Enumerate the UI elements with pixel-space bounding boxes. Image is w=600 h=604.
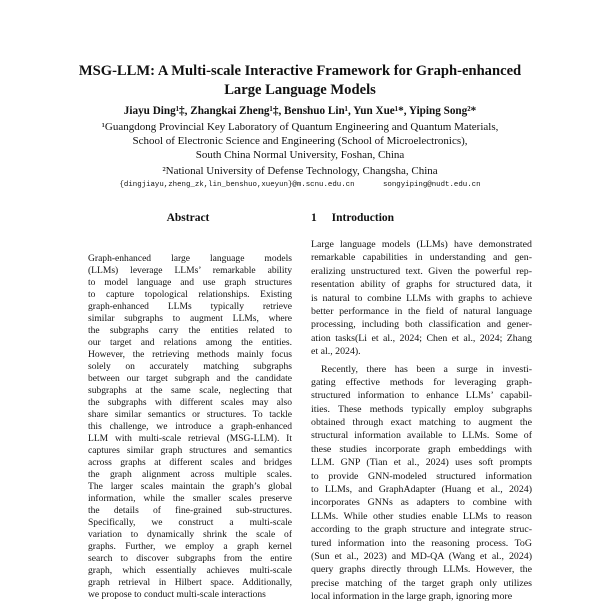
abstract-line: However, the retrieving methods mainly focus bbox=[88, 349, 292, 360]
affiliation-1 bbox=[40, 120, 560, 162]
abstract-line: (LLMs) leverage LLMs’ remarkable ability bbox=[88, 265, 292, 276]
abstract-line: the details of fine-grained sub-structures. bbox=[88, 505, 292, 516]
intro-line: precise matching of the target graph only utilizes bbox=[311, 577, 532, 589]
abstract-line: similar subgraphs to augment LLMs, where bbox=[88, 313, 292, 324]
abstract-line: graph, which essentially achieves multi-scale bbox=[88, 565, 292, 576]
intro-line: structural information available to LLMs. Some of bbox=[311, 430, 532, 442]
intro-line: ities. These methods typically employ subgraphs bbox=[311, 403, 532, 415]
abstract-line: the graph alignment across multiple scales. bbox=[88, 469, 292, 480]
abstract-line: the subgraphs with different scales may also bbox=[88, 397, 292, 408]
abstract-line: to model language and use graph structures bbox=[88, 277, 292, 288]
intro-line: (Sun et al., 2023) and MD-QA (Wang et al., 2024) bbox=[311, 550, 532, 562]
intro-line: incorporates GNNs as adapters to combine with bbox=[311, 497, 532, 509]
intro-line: resentation ability of graphs for structured data, it bbox=[311, 279, 532, 291]
abstract-line: subgraphs at the same scale, neglecting that bbox=[88, 385, 292, 396]
abstract-line: information, while the smaller scales preserve bbox=[88, 493, 292, 504]
intro-line: remarkable capabilities in understanding and gen- bbox=[311, 252, 532, 264]
introduction-body bbox=[311, 238, 532, 604]
abstract-heading: Abstract bbox=[166, 212, 210, 224]
affiliation-2: ²National University of Defense Technology, Changsha, China bbox=[162, 165, 438, 177]
abstract-line: share similar semantics or structures. To tackle bbox=[88, 409, 292, 420]
intro-line: eralizing unstructured text. Given the powerful rep- bbox=[311, 265, 532, 277]
intro-line: to LLMs, and GraphAdapter (Huang et al., 2024) bbox=[311, 484, 532, 496]
intro-line: tured information into the reasoning process. ToG bbox=[311, 537, 532, 549]
abstract-line: search to discover subgraphs from the entire bbox=[88, 553, 292, 564]
abstract-line: graphs. Further, we employ a graph kernel bbox=[88, 541, 292, 552]
email-group-2: songyiping@nudt.edu.cn bbox=[382, 181, 481, 189]
email-group-1: {dingjiayu,zheng_zk,lin_benshuo,xueyun}@m.scnu.edu.cn bbox=[119, 181, 355, 189]
affiliation-1-line: South China Normal University, Foshan, China bbox=[195, 149, 405, 161]
intro-line: LLMs. While other studies enable LLMs to reason bbox=[311, 510, 532, 522]
abstract-line: The larger scales maintain the graph’s global bbox=[88, 481, 292, 492]
abstract-line: we propose to conduct multi-scale interactions bbox=[88, 589, 266, 600]
intro-line: ation tasks(Li et al., 2024; Chen et al., 2024; Zhang bbox=[311, 332, 532, 344]
intro-line: local information in the large graph, ignoring more bbox=[311, 591, 513, 603]
section-number: 1 bbox=[311, 212, 317, 224]
section-title: Introduction bbox=[331, 212, 395, 224]
intro-line: processing, including both classification and gener- bbox=[311, 319, 532, 331]
intro-line: these studies incorporate graph embeddings with bbox=[311, 443, 532, 455]
abstract-line: between our target subgraph and the candidate bbox=[88, 373, 292, 384]
section-heading bbox=[311, 212, 394, 224]
paper-title bbox=[40, 62, 560, 100]
title-line-2: Large Language Models bbox=[224, 82, 376, 98]
abstract-line: variation to dynamically shrink the scale of bbox=[88, 529, 292, 540]
intro-line: query graphs directly through LLMs. However, the bbox=[311, 564, 532, 576]
abstract-line: Specifically, we construct a multi-scale bbox=[88, 517, 292, 528]
intro-line: better performance in the field of natural language bbox=[311, 305, 532, 317]
affiliation-1-line: School of Electronic Science and Engineering (School of Microelectronics), bbox=[132, 135, 468, 147]
intro-line: gating effective methods for leveraging graph- bbox=[311, 376, 532, 388]
abstract-body bbox=[88, 253, 292, 601]
abstract-line: the subgraphs carry the entities related to bbox=[88, 325, 292, 336]
abstract-line: solely on accurately matching subgraphs bbox=[88, 361, 292, 372]
intro-line: to provide GNN-modeled structured information bbox=[311, 470, 532, 482]
abstract-line: LLM with multi-scale retrieval (MSG-LLM). It bbox=[88, 433, 292, 444]
email-line bbox=[40, 180, 560, 190]
abstract-line: our target and relations among the entities. bbox=[88, 337, 292, 348]
abstract-line: Graph-enhanced large language models bbox=[88, 253, 292, 264]
abstract-line: graph retrieval in Hilbert space. Additionally, bbox=[88, 577, 292, 588]
intro-line: according to the graph structure and integrate struc- bbox=[311, 524, 532, 536]
abstract-line: to capture topological relationships. Existing bbox=[88, 289, 292, 300]
abstract-line: graph-enhanced LLMs typically retrieve bbox=[88, 301, 292, 312]
intro-line: structured information to enhance LLMs’ capabil- bbox=[311, 390, 532, 402]
abstract-line: this challenge, we introduce a graph-enhanced bbox=[88, 421, 292, 432]
author-list: Jiayu Ding¹‡, Zhangkai Zheng¹‡, Benshuo Lin¹, Yun Xue¹*, Yiping Song²* bbox=[123, 105, 477, 117]
intro-line: Large language models (LLMs) have demonstrated bbox=[311, 239, 532, 250]
intro-line: Recently, there has been a surge in investi- bbox=[321, 363, 532, 375]
abstract-line: captures similar graph structures and semantics bbox=[88, 445, 292, 456]
title-line-1: MSG-LLM: A Multi-scale Interactive Framework for Graph-enhanced bbox=[78, 63, 522, 79]
intro-line: et al., 2024). bbox=[311, 346, 361, 358]
abstract-line: across graphs at different scales and bridges bbox=[88, 457, 292, 468]
intro-line: is natural to combine LLMs with graphs to achieve bbox=[311, 292, 532, 304]
intro-line: LLM. GNP (Tian et al., 2024) uses soft prompts bbox=[311, 457, 532, 469]
intro-line: obtained through exact matching to augment the bbox=[311, 417, 532, 429]
affiliation-1-line: ¹Guangdong Provincial Key Laboratory of Quantum Engineering and Quantum Materials, bbox=[101, 121, 499, 133]
